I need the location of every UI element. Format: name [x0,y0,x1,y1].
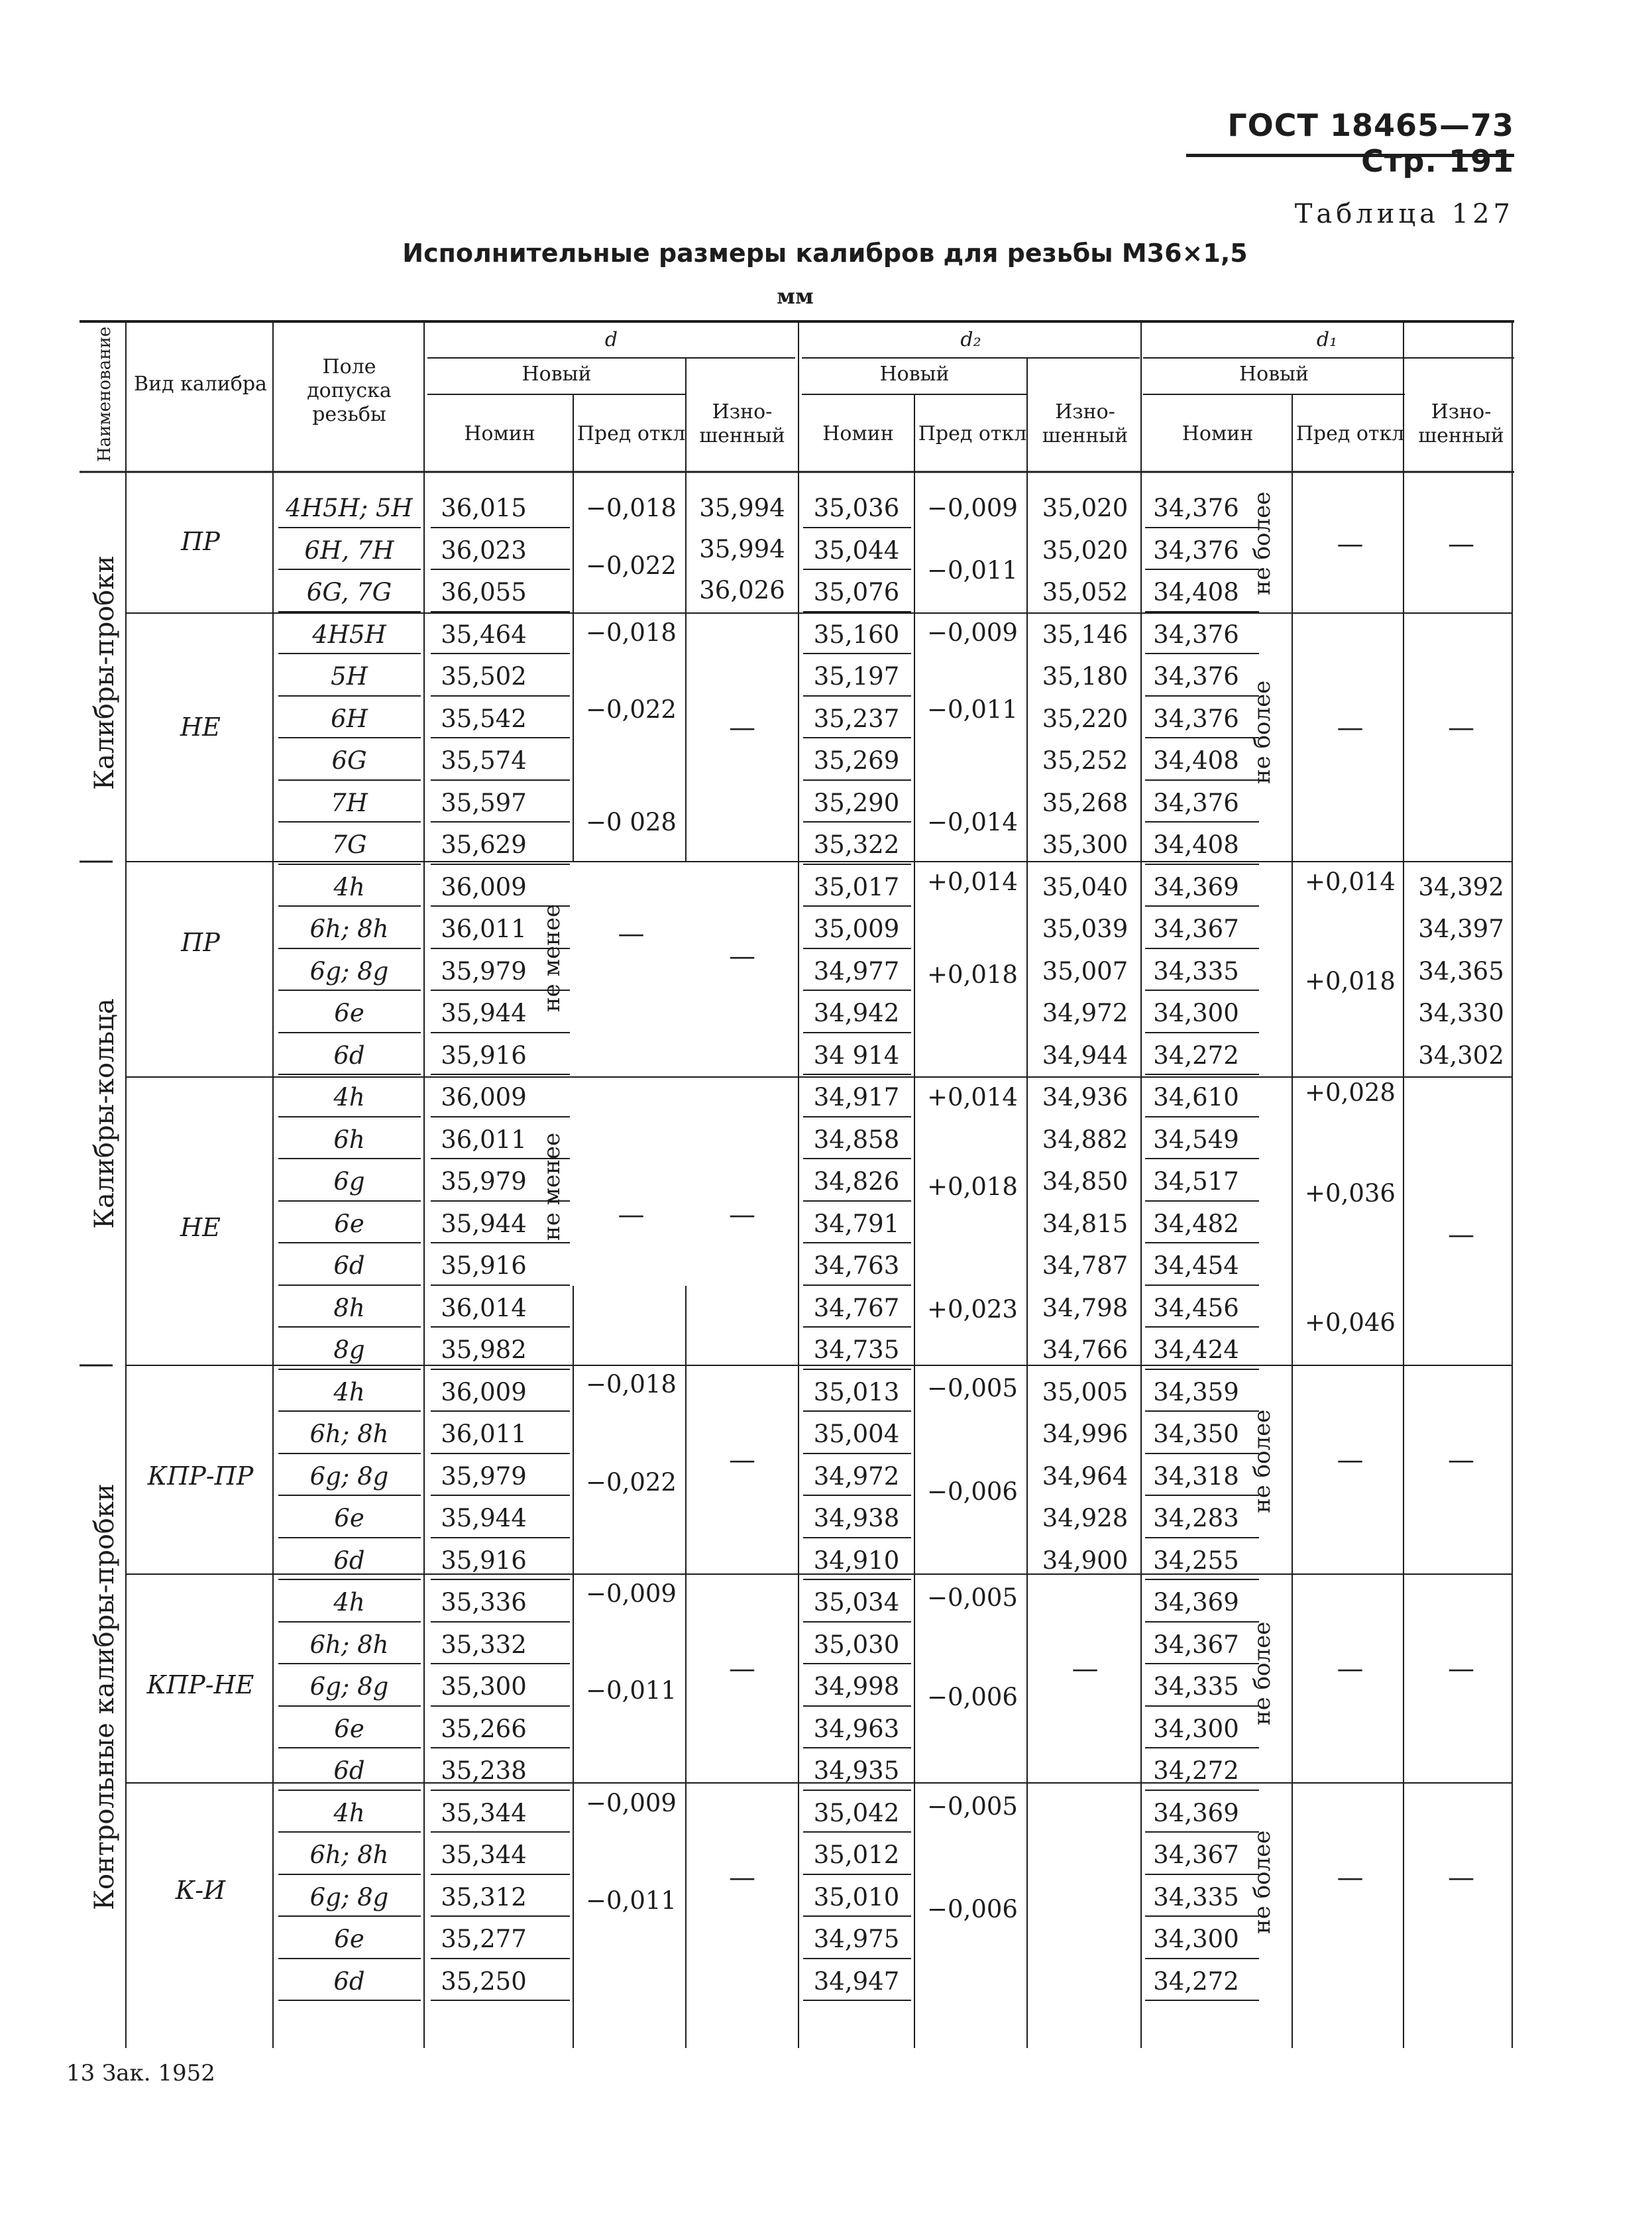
d2-nom-cell: 34,735 [813,1336,900,1364]
d-izn-dash: — [729,1200,755,1230]
d-nom-cell: 36,009 [441,873,527,901]
d-nom-cell: 35,574 [441,746,527,775]
d2-izn-cell: 35,252 [1042,746,1129,775]
d-nom-cell: 36,011 [441,915,527,943]
d2-izn-cell: 34,787 [1042,1251,1129,1280]
d-pred-cell: −0 028 [586,808,677,836]
header-d1-nomin: Номин [1182,422,1254,445]
header-vid-kalibra: Вид калибра [134,372,267,396]
d1-nom-cell: 34,367 [1153,1630,1239,1659]
d1-nom-cell: 34,335 [1153,957,1239,986]
d2-pred-cell: −0,005 [927,1374,1018,1402]
d-nom-cell: 36,009 [441,1378,527,1406]
pole-cell: 7H [331,789,368,817]
d2-pred-cell: −0,005 [927,1792,1018,1821]
d1-nom-cell: 34,408 [1153,746,1239,775]
d-nom-cell: 36,023 [441,536,527,565]
d1-nom-cell: 34,369 [1153,1588,1239,1617]
d2-pred-cell: −0,014 [927,808,1018,836]
header-d2-pred: Пред откл [918,422,1027,445]
d2-nom-cell: 35,004 [813,1420,900,1448]
d2-nom-cell: 35,017 [813,873,900,901]
d-izn-dash: — [729,1862,755,1893]
pole-cell: 6d [333,1546,365,1575]
d2-pred-cell: −0,006 [927,1477,1018,1506]
caliber-type: НЕ [180,1213,221,1242]
d-pred-cell: −0,022 [586,695,677,724]
d1-pred-dash: — [1337,529,1364,559]
header-d: d [604,328,618,351]
d2-nom-cell: 35,290 [813,789,900,817]
pole-cell: 4H5H [312,620,386,649]
d1-pred-cell: +0,028 [1305,1078,1396,1107]
table-title: Исполнительные размеры калибров для резьбы М36×1,5 [402,239,1248,268]
d2-nom-cell: 34,998 [813,1672,900,1701]
d1-izn-cell: 34,330 [1418,999,1504,1027]
caliber-type: КПР-ПР [147,1461,254,1491]
d-nom-cell: 36,014 [441,1294,527,1322]
d-nom-cell: 36,011 [441,1125,527,1154]
d1-nom-cell: 34,424 [1153,1336,1239,1364]
d2-izn-cell: 34,766 [1042,1336,1129,1364]
header-pole-dopuska: Поле допуска резьбы [307,355,392,426]
d1-nom-cell: 34,456 [1153,1294,1239,1322]
d1-izn-dash: — [1448,712,1474,743]
d2-nom-cell: 34,942 [813,999,900,1027]
d1-nom-cell: 34,350 [1153,1420,1239,1448]
caliber-type: КПР-НЕ [146,1670,254,1699]
d1-nom-cell: 34,376 [1153,494,1239,522]
pole-cell: 6h; 8h [309,915,389,943]
d2-nom-cell: 34,858 [813,1125,900,1154]
d1-nom-cell: 34,272 [1153,1756,1239,1785]
d2-izn-cell: 35,040 [1042,873,1129,901]
d2-nom-cell: 35,322 [813,830,900,859]
d-nom-cell: 35,979 [441,957,527,986]
d-izn-cell: 36,026 [699,576,785,604]
d-izn-dash: — [729,1654,755,1684]
d-nom-cell: 35,629 [441,830,527,859]
document-header: ГОСТ 18465—73 Стр. 191 [1227,107,1514,179]
d2-pred-cell: −0,005 [927,1583,1018,1612]
d-pred-dash: — [618,919,645,949]
d1-nom-cell: 34,367 [1153,1841,1239,1869]
d2-izn-cell: 35,268 [1042,789,1129,817]
d-pred-dash: — [618,1200,645,1230]
d1-nom-cell: 34,482 [1153,1210,1239,1238]
pole-cell: 6e [334,1715,364,1743]
d2-nom-cell: 35,013 [813,1378,900,1406]
d2-izn-dash: — [1072,1654,1099,1684]
header-d2-noviy: Новый [879,363,950,386]
d-pred-cell: −0,018 [586,1370,677,1398]
d-pred-cell: −0,011 [586,1676,677,1705]
pole-cell: 6g; 8g [309,957,389,986]
pole-cell: 6e [334,999,364,1027]
d1-izn-dash: — [1448,1654,1474,1684]
d1-nom-cell: 34,376 [1153,536,1239,565]
d1-izn-dash: — [1448,1220,1474,1250]
d1-nom-cell: 34,255 [1153,1546,1239,1575]
d2-izn-cell: 34,936 [1042,1083,1129,1112]
d2-nom-cell: 35,012 [813,1841,900,1869]
header-d1-noviy: Новый [1239,363,1309,386]
d-nom-cell: 35,979 [441,1462,527,1491]
d1-izn-cell: 34,302 [1418,1041,1504,1070]
d1-nom-cell: 34,335 [1153,1672,1239,1701]
caliber-type: ПР [181,527,220,556]
d2-nom-cell: 34,935 [813,1756,900,1785]
d-pred-cell: −0,022 [586,551,677,580]
d-nom-cell: 35,250 [441,1967,527,1996]
d-nom-cell: 35,916 [441,1041,527,1070]
d-nom-cell: 35,464 [441,620,527,649]
d-nom-cell: 35,300 [441,1672,527,1701]
d2-izn-cell: 35,180 [1042,662,1129,691]
d-izn-dash: — [729,1445,755,1475]
pole-cell: 8h [333,1294,365,1322]
pole-cell: 6e [334,1210,364,1238]
d-nom-cell: 35,502 [441,662,527,691]
d-nom-cell: 35,944 [441,1504,527,1532]
d2-pred-cell: +0,023 [927,1295,1018,1324]
caliber-type: К-И [175,1876,226,1905]
limit-note: не более [1249,1830,1276,1935]
d-nom-cell: 35,944 [441,999,527,1027]
d2-pred-cell: −0,011 [927,556,1018,585]
d-nom-cell: 35,916 [441,1546,527,1575]
d1-nom-cell: 34,408 [1153,830,1239,859]
d2-izn-cell: 35,146 [1042,620,1129,649]
d2-izn-cell: 34,882 [1042,1125,1129,1154]
units-label: мм [777,284,814,309]
pole-cell: 5H [331,662,368,691]
pole-cell: 6h; 8h [309,1630,389,1659]
d2-nom-cell: 35,160 [813,620,900,649]
d1-izn-cell: 34,365 [1418,957,1504,986]
d2-nom-cell: 35,042 [813,1799,900,1827]
d2-izn-cell: 35,039 [1042,915,1129,943]
d-nom-cell: 35,266 [441,1715,527,1743]
d2-nom-cell: 34,826 [813,1167,900,1196]
d2-izn-cell: 34,972 [1042,999,1129,1027]
d-pred-cell: −0,018 [586,494,677,522]
header-d1: d₁ [1316,328,1338,351]
d1-pred-dash: — [1337,1445,1364,1475]
d-nom-cell: 35,979 [441,1167,527,1196]
d1-nom-cell: 34,517 [1153,1167,1239,1196]
d1-nom-cell: 34,369 [1153,1799,1239,1827]
pole-cell: 6h [333,1125,365,1154]
d2-nom-cell: 34,767 [813,1294,900,1322]
limit-note: не менее [539,903,565,1012]
d-pred-cell: −0,022 [586,1468,677,1497]
d1-nom-cell: 34,300 [1153,999,1239,1027]
d1-nom-cell: 34,376 [1153,789,1239,817]
table-number: Таблица 127 [1294,199,1514,229]
d2-nom-cell: 34,917 [813,1083,900,1112]
pole-cell: 6g [333,1167,365,1196]
d2-nom-cell: 35,034 [813,1588,900,1617]
header-d-nomin: Номин [464,422,535,445]
d1-pred-cell: +0,046 [1305,1308,1396,1337]
pole-cell: 6e [334,1925,364,1953]
d2-nom-cell: 34,977 [813,957,900,986]
d1-nom-cell: 34,272 [1153,1041,1239,1070]
d-izn-cell: 35,994 [699,535,785,563]
pole-cell: 6d [333,1756,365,1785]
d2-pred-cell: −0,006 [927,1895,1018,1923]
header-d-izn: Изно-шенный [699,400,785,447]
d2-nom-cell: 35,009 [813,915,900,943]
d2-nom-cell: 35,076 [813,578,900,606]
d-nom-cell: 35,238 [441,1756,527,1785]
d2-pred-cell: +0,014 [927,1083,1018,1112]
d2-pred-cell: −0,009 [927,618,1018,647]
limit-note: не более [1249,491,1276,596]
d2-nom-cell: 35,237 [813,705,900,733]
d1-izn-dash: — [1448,529,1474,559]
d1-nom-cell: 34,376 [1153,620,1239,649]
header-d2-nomin: Номин [822,422,894,445]
d2-izn-cell: 35,007 [1042,957,1129,986]
d1-nom-cell: 34,367 [1153,915,1239,943]
d-nom-cell: 35,344 [441,1799,527,1827]
group-label: Калибры-пробки [89,555,120,791]
d2-nom-cell: 34,938 [813,1504,900,1532]
header-d2: d₂ [960,328,981,351]
d1-nom-cell: 34,300 [1153,1715,1239,1743]
d1-nom-cell: 34,272 [1153,1967,1239,1996]
d2-pred-cell: −0,009 [927,494,1018,522]
d-izn-dash: — [729,712,755,743]
d2-nom-cell: 34,975 [813,1925,900,1953]
pole-cell: 8g [333,1336,365,1364]
d2-nom-cell: 35,036 [813,494,900,522]
d1-pred-dash: — [1337,1862,1364,1893]
d1-nom-cell: 34,335 [1153,1883,1239,1911]
d2-pred-cell: −0,011 [927,695,1018,724]
d2-izn-cell: 35,005 [1042,1378,1129,1406]
d-nom-cell: 35,312 [441,1883,527,1911]
header-naimenovanie: Наименование [95,326,115,463]
pole-cell: 6g; 8g [309,1883,389,1911]
d-nom-cell: 35,344 [441,1841,527,1869]
limit-note: не более [1249,1409,1276,1514]
d2-nom-cell: 34,972 [813,1462,900,1491]
d2-nom-cell: 34 914 [813,1041,900,1070]
group-label: Калибры-кольца [89,998,120,1229]
d-nom-cell: 35,944 [441,1210,527,1238]
d2-nom-cell: 34,763 [813,1251,900,1280]
d1-izn-cell: 34,392 [1418,873,1504,901]
d-nom-cell: 36,055 [441,578,527,606]
pole-cell: 4h [333,1588,365,1617]
header-d2-izn: Изно-шенный [1042,400,1129,447]
d2-izn-cell: 35,220 [1042,705,1129,733]
d2-nom-cell: 35,197 [813,662,900,691]
d2-izn-cell: 34,964 [1042,1462,1129,1491]
d-izn-cell: 35,994 [699,494,785,522]
d-pred-cell: −0,009 [586,1789,677,1817]
pole-cell: 4h [333,873,365,901]
d2-izn-cell: 34,928 [1042,1504,1129,1532]
d1-nom-cell: 34,408 [1153,578,1239,606]
d2-nom-cell: 35,044 [813,536,900,565]
limit-note: не более [1249,680,1276,785]
pole-cell: 6d [333,1967,365,1996]
group-label: Контрольные калибры-пробки [89,1483,120,1910]
pole-cell: 6h; 8h [309,1420,389,1448]
pole-cell: 4H5H; 5H [286,494,413,522]
d2-izn-cell: 35,300 [1042,830,1129,859]
d2-nom-cell: 35,030 [813,1630,900,1659]
d2-izn-cell: 34,944 [1042,1041,1129,1070]
d2-nom-cell: 34,947 [813,1967,900,1996]
d2-izn-cell: 34,900 [1042,1546,1129,1575]
d1-pred-cell: +0,014 [1305,868,1396,896]
d1-nom-cell: 34,610 [1153,1083,1239,1112]
d1-nom-cell: 34,549 [1153,1125,1239,1154]
d2-pred-cell: +0,018 [927,960,1018,989]
d2-nom-cell: 35,010 [813,1883,900,1911]
d1-nom-cell: 34,369 [1153,873,1239,901]
d2-pred-cell: +0,014 [927,868,1018,896]
d1-nom-cell: 34,359 [1153,1378,1239,1406]
d1-nom-cell: 34,376 [1153,705,1239,733]
d-pred-cell: −0,018 [586,618,677,647]
pole-cell: 6d [333,1251,365,1280]
d1-nom-cell: 34,300 [1153,1925,1239,1953]
d1-nom-cell: 34,376 [1153,662,1239,691]
d1-izn-cell: 34,397 [1418,915,1504,943]
pole-cell: 4h [333,1378,365,1406]
d2-izn-cell: 34,815 [1042,1210,1129,1238]
d2-nom-cell: 35,269 [813,746,900,775]
d-nom-cell: 35,332 [441,1630,527,1659]
d1-nom-cell: 34,318 [1153,1462,1239,1491]
d1-pred-cell: +0,018 [1305,967,1396,996]
caliber-type: ПР [181,928,220,957]
caliber-type: НЕ [180,712,221,742]
d2-izn-cell: 35,052 [1042,578,1129,606]
d1-izn-dash: — [1448,1862,1474,1893]
pole-cell: 6g; 8g [309,1462,389,1491]
d-nom-cell: 35,336 [441,1588,527,1617]
pole-cell: 6e [334,1504,364,1532]
header-d-noviy: Новый [522,363,592,386]
pole-cell: 4h [333,1083,365,1112]
d1-nom-cell: 34,283 [1153,1504,1239,1532]
d-nom-cell: 35,982 [441,1336,527,1364]
pole-cell: 6G [331,746,367,775]
d2-izn-cell: 34,850 [1042,1167,1129,1196]
d2-nom-cell: 34,910 [813,1546,900,1575]
pole-cell: 6g; 8g [309,1672,389,1701]
header-d-pred: Пред откл [577,422,686,445]
d1-nom-cell: 34,454 [1153,1251,1239,1280]
header-d1-izn: Изно-шенный [1418,400,1504,447]
d1-izn-dash: — [1448,1445,1474,1475]
d2-nom-cell: 34,791 [813,1210,900,1238]
pole-cell: 6h; 8h [309,1841,389,1869]
d2-izn-cell: 34,798 [1042,1294,1129,1322]
limit-note: не менее [539,1132,565,1241]
d1-pred-dash: — [1337,712,1364,743]
d-nom-cell: 35,542 [441,705,527,733]
pole-cell: 7G [331,830,367,859]
limit-note: не более [1249,1621,1276,1726]
d-nom-cell: 36,015 [441,494,527,522]
d-nom-cell: 36,011 [441,1420,527,1448]
d-nom-cell: 36,009 [441,1083,527,1112]
pole-cell: 6d [333,1041,365,1070]
d1-pred-cell: +0,036 [1305,1179,1396,1208]
header-d1-pred: Пред откл [1295,422,1405,445]
pole-cell: 6H, 7H [304,536,394,565]
d2-nom-cell: 34,963 [813,1715,900,1743]
d2-pred-cell: +0,018 [927,1172,1018,1201]
d2-pred-cell: −0,006 [927,1683,1018,1711]
d2-izn-cell: 35,020 [1042,494,1129,522]
d-izn-dash: — [729,941,755,972]
d2-izn-cell: 35,020 [1042,536,1129,565]
d1-pred-dash: — [1337,1654,1364,1684]
d-pred-cell: −0,009 [586,1579,677,1608]
pole-cell: 4h [333,1799,365,1827]
d-nom-cell: 35,916 [441,1251,527,1280]
d-nom-cell: 35,277 [441,1925,527,1953]
pole-cell: 6G, 7G [306,578,392,606]
d2-izn-cell: 34,996 [1042,1420,1129,1448]
d-pred-cell: −0,011 [586,1886,677,1915]
d-nom-cell: 35,597 [441,789,527,817]
pole-cell: 6H [331,705,368,733]
footer-order: 13 Зак. 1952 [66,2060,215,2086]
